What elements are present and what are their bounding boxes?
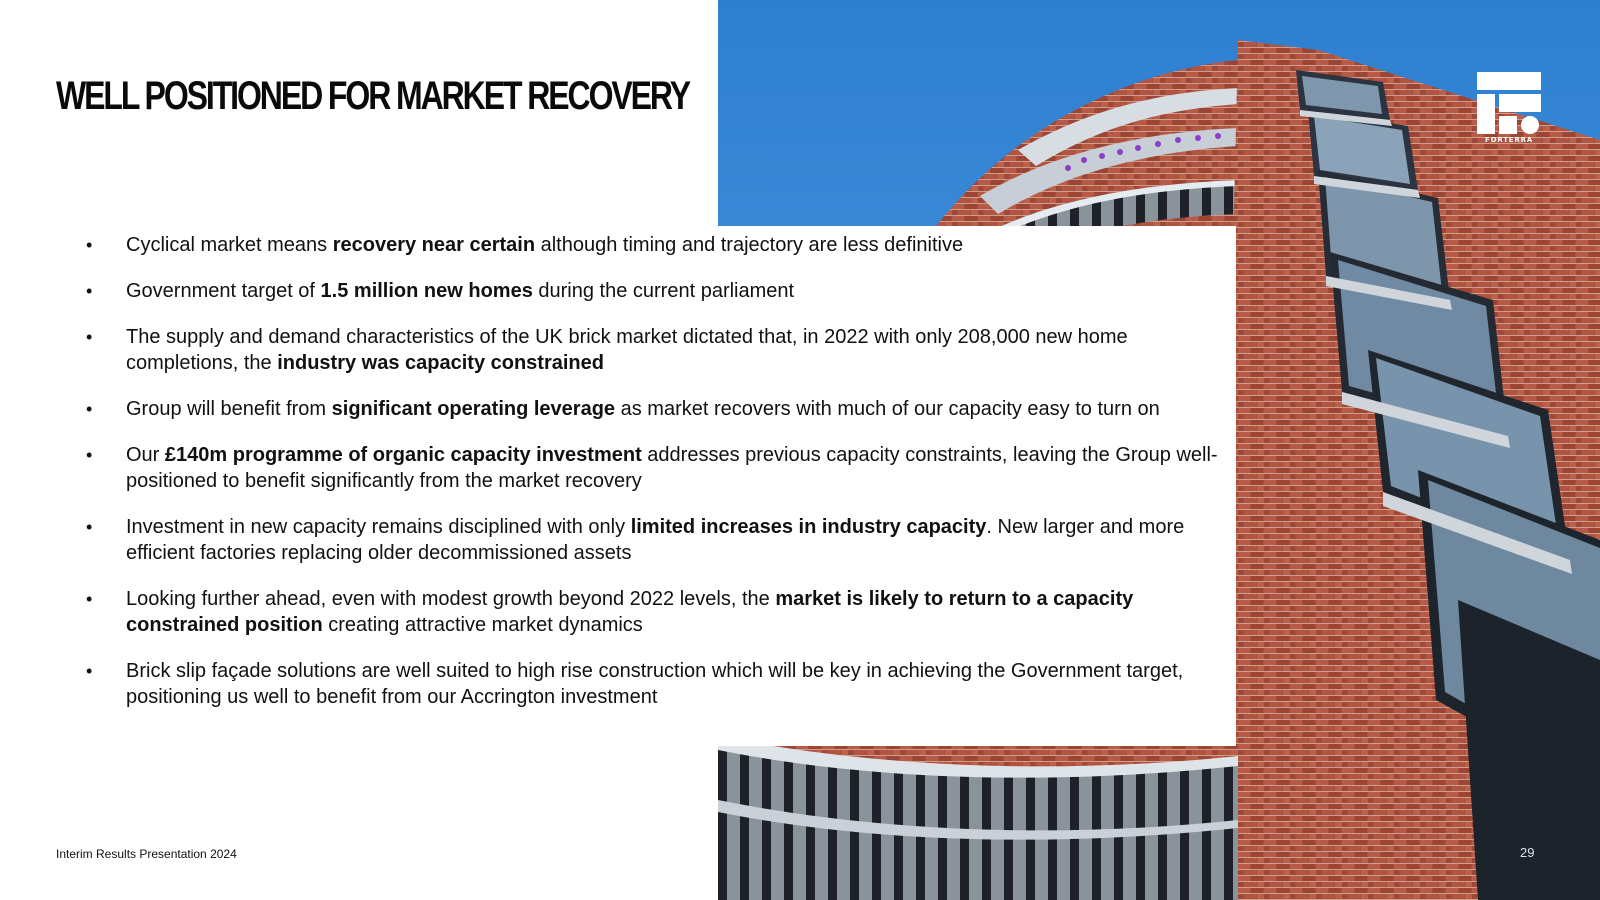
bullet-emphasis: limited increases in industry capacity [630, 516, 987, 538]
bullet-text: although timing and trajectory are less definitive [535, 234, 964, 256]
bullet-text: during the current parliament [532, 280, 795, 302]
bullet-dot-icon: • [86, 281, 93, 301]
bullet-text: The supply and demand characteristics of the UK brick market dictated that, in 2022 with only 208,000 new home completions, the [126, 326, 1128, 374]
list-item [86, 232, 1226, 258]
bullet-text: Group will benefit from [126, 398, 332, 420]
bullet-dot-icon: • [86, 327, 93, 347]
bullet-text: Our [126, 444, 165, 466]
bullet-text: Brick slip façade solutions are well suited to high rise construction which will be key in achieving the Government target, positioning us well to benefit from our Accrington investment [126, 660, 1184, 708]
bullet-dot-icon: • [86, 589, 93, 609]
bullet-dot-icon: • [86, 445, 93, 465]
slide-title: WELL POSITIONED FOR MARKET RECOVERY [56, 74, 690, 118]
content-panel [56, 226, 1236, 746]
logo-wordmark: FORTERRA [1485, 136, 1533, 144]
list-item [86, 514, 1226, 566]
bullet-emphasis: significant operating leverage [331, 398, 616, 420]
bullet-text: Government target of [126, 280, 321, 302]
bullet-emphasis: 1.5 million new homes [320, 280, 533, 302]
bullet-text: Investment in new capacity remains disciplined with only [126, 516, 631, 538]
forterra-logo [1477, 72, 1541, 146]
bullet-dot-icon: • [86, 399, 93, 419]
list-item [86, 324, 1226, 376]
forterra-logo-icon [1477, 72, 1541, 134]
bullet-dot-icon: • [86, 661, 93, 681]
list-item [86, 442, 1226, 494]
bullet-emphasis: £140m programme of organic capacity investment [164, 444, 642, 466]
bullet-list [86, 232, 1226, 730]
page-number: 29 [1520, 845, 1535, 860]
bullet-text: addresses previous capacity constraints, leaving the Group well-positioned to benefit significantly from the market recovery [126, 444, 1218, 492]
bullet-emphasis: industry was capacity constrained [277, 352, 604, 374]
bullet-text: Cyclical market means [126, 234, 333, 256]
bullet-emphasis: market is likely to return to a capacity constrained position [126, 588, 1134, 636]
bullet-dot-icon: • [86, 235, 93, 255]
bullet-text: . New larger and more efficient factories replacing older decommissioned assets [126, 516, 1185, 564]
list-item [86, 278, 1226, 304]
bullet-emphasis: recovery near certain [332, 234, 536, 256]
list-item [86, 396, 1226, 422]
bullet-text: creating attractive market dynamics [322, 614, 643, 636]
list-item [86, 586, 1226, 638]
bullet-text: Looking further ahead, even with modest growth beyond 2022 levels, the [126, 588, 776, 610]
footer-presentation-title: Interim Results Presentation 2024 [56, 847, 237, 861]
bullet-text: as market recovers with much of our capacity easy to turn on [615, 398, 1160, 420]
list-item [86, 658, 1226, 710]
bullet-dot-icon: • [86, 517, 93, 537]
